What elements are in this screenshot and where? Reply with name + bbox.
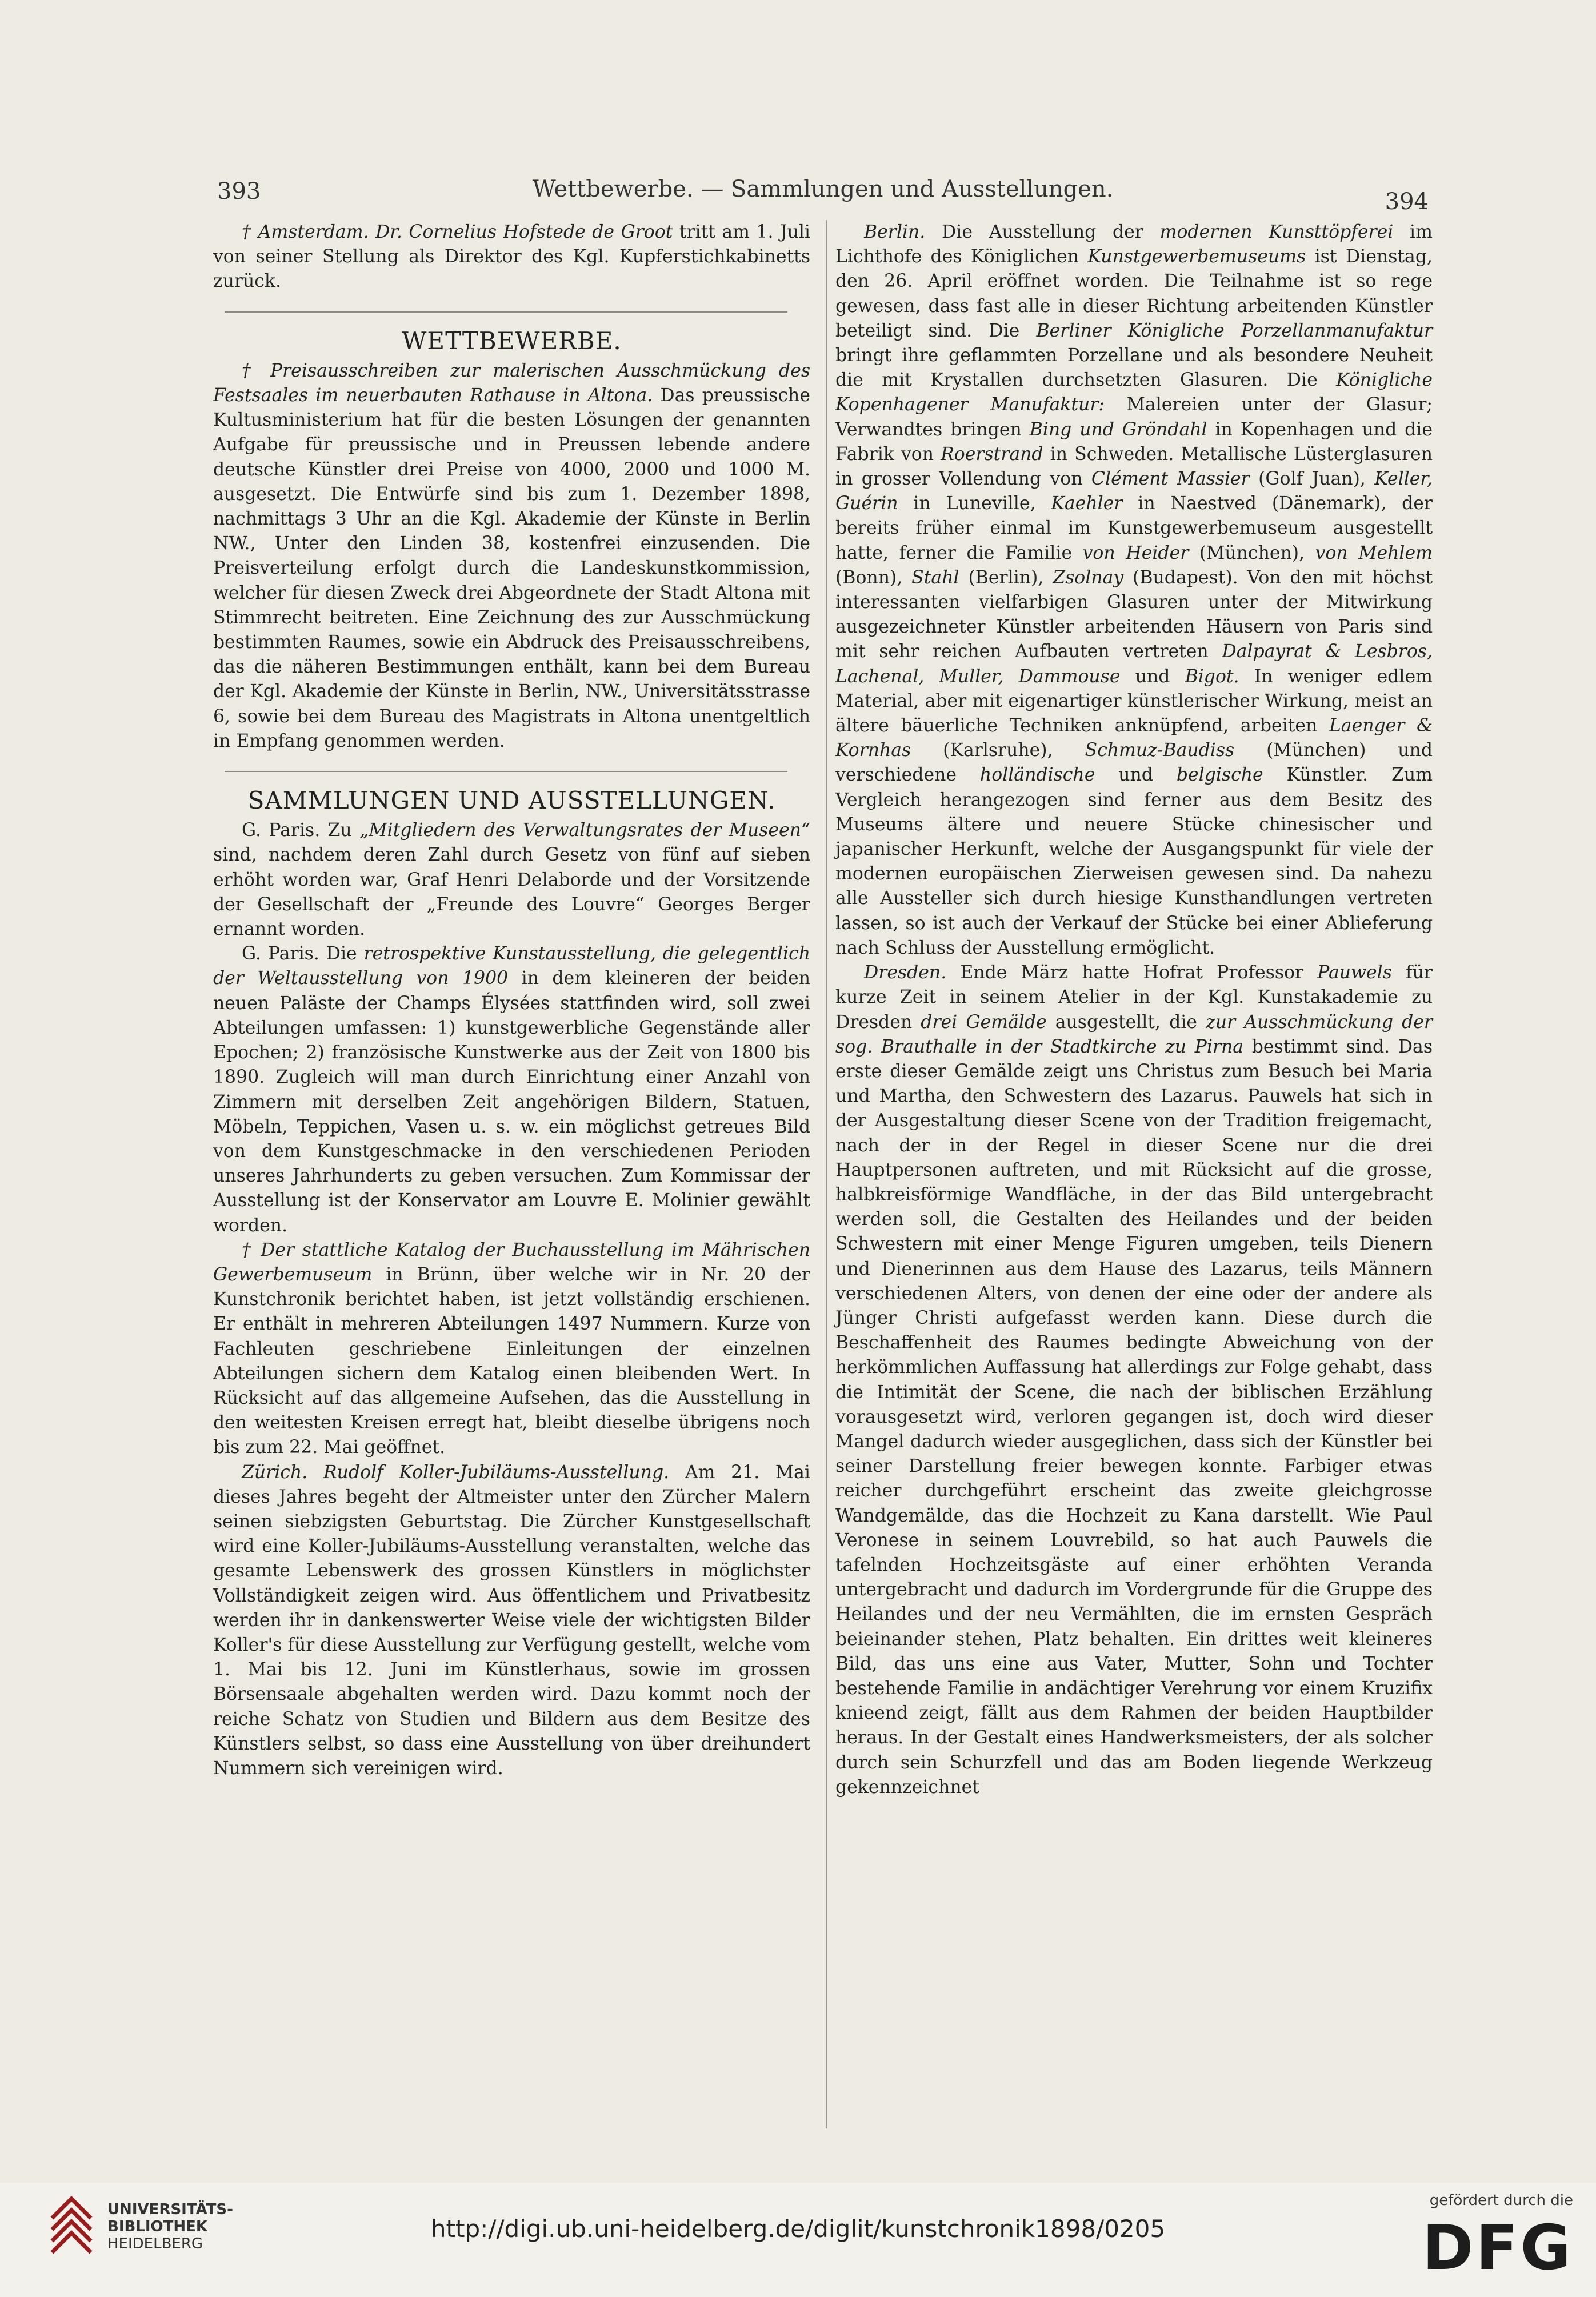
heading-sammlungen: SAMMLUNGEN UND AUSSTELLUNGEN. xyxy=(247,786,776,815)
paris-paragraph-1: G. Paris. Zu „Mitgliedern des Verwaltungsrates der Museen“ sind, nachdem deren Zahl durch Gesetz von fünf auf sieben erhöht worden war, Graf Henri Delaborde und der Vorsitzende der Gesellschaft der „Freunde des Louvre“ Georges Berger ernannt worden. xyxy=(213,820,811,940)
running-head xyxy=(217,171,1429,215)
section-rule xyxy=(225,311,787,313)
page-number-right: 394 xyxy=(1385,189,1429,215)
page-number-left: 393 xyxy=(217,178,261,205)
dresden-paragraph: Dresden. Ende März hatte Hofrat Professor Pauwels für kurze Zeit in seinem Atelier in der Kgl. Kunstakademie zu Dresden drei Gemälde ausgestellt, die zur Ausschmückung der sog. Brauthalle in der Stadtkirche zu Pirna bestimmt sind. Das erste dieser Gemälde zeigt uns Christus zum Besuch bei Maria und Martha, den Schwestern des Lazarus. Pauwels hat sich in der Ausgestaltung dieser Scene von der Tradition freigemacht, nach der in der Regel in dieser Scene nur die drei Hauptpersonen auftreten, und mit Rücksicht auf die grosse, halbkreisförmige Wandfläche, in der das Bild untergebracht werden soll, die Gestalten des Heilandes und der beiden Schwestern mit einer Menge Figuren umgeben, teils Dienern und Dienerinnen aus dem Hause des Lazarus, teils Männern verschiedenen Alters, von denen der eine oder der andere als Jünger Christi aufgefasst werden kann. Diese durch die Beschaffenheit des Raumes bedingte Abweichung von der herkömmlichen Auffassung hat allerdings zur Folge gehabt, dass die Intimität der Scene, die nach der biblischen Erzählung vorausgesetzt wird, verloren gegangen ist, doch wird dieser Mangel dadurch wieder ausgeglichen, dass sich der Künstler bei seiner Darstellung freier bewegen konnte. Farbiger etwas reicher durchgeführt erscheint das zweite gleichgrosse Wandgemälde, das die Hochzeit zu Kana darstellt. Wie Paul Veronese in seinem Louvrebild, so hat auch Pauwels die tafelnden Hochzeitsgäste auf einer erhöhten Veranda untergebracht und dadurch im Vordergrunde für die Gruppe des Heilandes und der neu Vermählten, die im ernsten Gespräch beieinander stehen, Platz behalten. Ein drittes weit kleineres Bild, das uns eine aus Vater, Mutter, Sohn und Tochter bestehende Familie in andächtiger Verehrung vor einem Kruzifix knieend zeigt, fällt aus dem Rahmen der beiden Hauptbilder heraus. In der Gestalt eines Handwerksmeisters, der als solcher durch sein Schurzfell und das am Boden liegende Werkzeug gekennzeichnet xyxy=(835,962,1433,1798)
obituary-paragraph: † Amsterdam. Dr. Cornelius Hofstede de Groot tritt am 1. Juli von seiner Stellung als Direktor des Kgl. Kupferstichkabinetts zurück. xyxy=(213,222,810,292)
running-title: Wettbewerbe. — Sammlungen und Ausstellungen. xyxy=(532,176,1114,202)
left-column xyxy=(213,220,810,1781)
library-name[interactable]: UNIVERSITÄTS- BIBLIOTHEK HEIDELBERG xyxy=(107,2201,233,2252)
heading-wettbewerbe: WETTBEWERBE. xyxy=(402,326,622,355)
paris-paragraph-2: G. Paris. Die retrospektive Kunstausstellung, die gelegentlich der Weltausstellung von 1900 in dem kleineren der beiden neuen Paläste der Champs Élysées stattfinden wird, soll zwei Abteilungen umfassen: 1) kunstgewerbliche Gegenstände aller Epochen; 2) französische Kunstwerke aus der Zeit von 1800 bis 1890. Zugleich will man durch Einrichtung einer Anzahl von Zimmern mit derselben Zeit angehörigen Bildern, Statuen, Möbeln, Teppichen, Vasen u. s. w. ein möglichst getreues Bild von dem Kunstgeschmacke in den verschiedenen Perioden unseres Jahrhunderts zu geben versuchen. Zum Kommissar der Ausstellung ist der Konservator am Louvre E. Molinier gewählt worden. xyxy=(213,943,810,1236)
dfg-logo[interactable]: DFG xyxy=(1422,2212,1573,2284)
right-column xyxy=(835,220,1433,1800)
column-divider xyxy=(826,220,827,2128)
zuerich-paragraph: Zürich. Rudolf Koller-Jubiläums-Ausstellung. Am 21. Mai dieses Jahres begeht der Altmeister unter den Zürcher Malern seinen siebzigsten Geburtstag. Die Zürcher Kunstgesellschaft wird eine Koller-Jubiläums-Ausstellung veranstalten, welche das gesamte Lebenswerk des grossen Künstlers in möglichster Vollständigkeit zeigen wird. Aus öffentlichem und Privatbesitz werden ihr in dankenswerter Weise viele der wichtigsten Bilder Koller's für diese Ausstellung zur Verfügung gestellt, welche vom 1. Mai bis 12. Juni im Künstlerhaus, sowie im grossen Börsensaale abgehalten werden wird. Dazu kommt noch der reiche Schatz von Studien und Bildern aus dem Besitze des Künstlers selbst, so dass eine Ausstellung von über dreihundert Nummern sich vereinigen wird. xyxy=(213,1462,810,1779)
bruenn-paragraph: † Der stattliche Katalog der Buchausstellung im Mährischen Gewerbemuseum in Brünn, über welche wir in Nr. 20 der Kunstchronik berichtet haben, ist jetzt vollständig erschienen. Er enthält in mehreren Abteilungen 1497 Nummern. Kurze von Fachleuten geschriebene Einleitungen der einzelnen Abteilungen sichern dem Katalog einen bleibenden Wert. In Rücksicht auf das allgemeine Aufsehen, das die Ausstellung in den weitesten Kreisen erregt hat, bleibt dieselbe übrigens noch bis zum 22. Mai geöffnet. xyxy=(213,1239,810,1458)
section-rule xyxy=(225,771,787,772)
competition-paragraph: † Preisausschreiben zur malerischen Ausschmückung des Festsaales im neuerbauten Rathause in Altona. Das preussische Kultusministerium hat für die besten Lösungen der genannten Aufgabe für preussische und in Preussen lebende andere deutsche Künstler drei Preise von 4000, 2000 und 1000 M. ausgesetzt. Die Entwürfe sind bis zum 1. Dezember 1898, nachmittags 3 Uhr an die Kgl. Akademie der Künste in Berlin NW., Unter den Linden 38, kostenfrei einzusenden. Die Preisverteilung erfolgt durch die Landeskunstkommission, welcher für diesen Zweck drei Abgeordnete der Stadt Altona mit Stimmrecht beitreten. Eine Zeichnung des zur Ausschmückung bestimmten Raumes, sowie ein Abdruck des Preisausschreibens, das die näheren Bestimmungen enthält, kann bei dem Bureau der Kgl. Akademie der Künste in Berlin, NW., Universitätsstrasse 6, sowie bei dem Bureau des Magistrats in Altona unentgeltlich in Empfang genommen werden. xyxy=(213,360,810,751)
permalink-url[interactable]: http://digi.ub.uni-heidelberg.de/diglit/kunstchronik1898/0205 xyxy=(430,2215,1166,2243)
funded-by-label: gefördert durch die xyxy=(1429,2192,1573,2209)
berlin-paragraph: Berlin. Die Ausstellung der modernen Kunsttöpferei im Lichthofe des Königlichen Kunstgewerbemuseums ist Dienstag, den 26. April eröffnet worden. Die Teilnahme ist so rege gewesen, dass fast alle in dieser Richtung arbeitenden Künstler beteiligt sind. Die Berliner Königliche Porzellanmanufaktur bringt ihre geflammten Porzellane und als besondere Neuheit die mit Krystallen durchsetzten Glasuren. Die Königliche Kopenhagener Manufaktur: Malereien unter der Glasur; Verwandtes bringen Bing und Gröndahl in Kopenhagen und die Fabrik von Roerstrand in Schweden. Metallische Lüsterglasuren in grosser Vollendung von Clément Massier (Golf Juan), Keller, Guérin in Luneville, Kaehler in Naestved (Dänemark), der bereits früher einmal im Kunstgewerbemuseum ausgestellt hatte, ferner die Familie von Heider (München), von Mehlem (Bonn), Stahl (Berlin), Zsolnay (Budapest). Von den mit höchst interessanten vielfarbigen Glasuren unter der Mitwirkung ausgezeichneter Künstler arbeitenden Häusern von Paris sind mit sehr reichen Aufbauten vertreten Dalpayrat & Lesbros, Lachenal, Muller, Dammouse und Bigot. In weniger edlem Material, aber mit eigenartiger künstlerischer Wirkung, meist an ältere bäuerliche Techniken anknüpfend, arbeiten Laenger & Kornhas (Karlsruhe), Schmuz-Baudiss (München) und verschiedene holländische und belgische Künstler. Zum Vergleich herangezogen sind ferner aus dem Besitz des Museums ältere und neuere Stücke chinesischer und japanischer Herkunft, welche der Ausgangspunkt für viele der modernen europäischen Zierweisen gewesen sind. Da nahezu alle Aussteller sich durch hiesige Kunsthandlungen vertreten lassen, so ist auch der Verkauf der Stücke bei einer Ablieferung nach Schluss der Ausstellung ermöglicht. xyxy=(835,222,1433,958)
